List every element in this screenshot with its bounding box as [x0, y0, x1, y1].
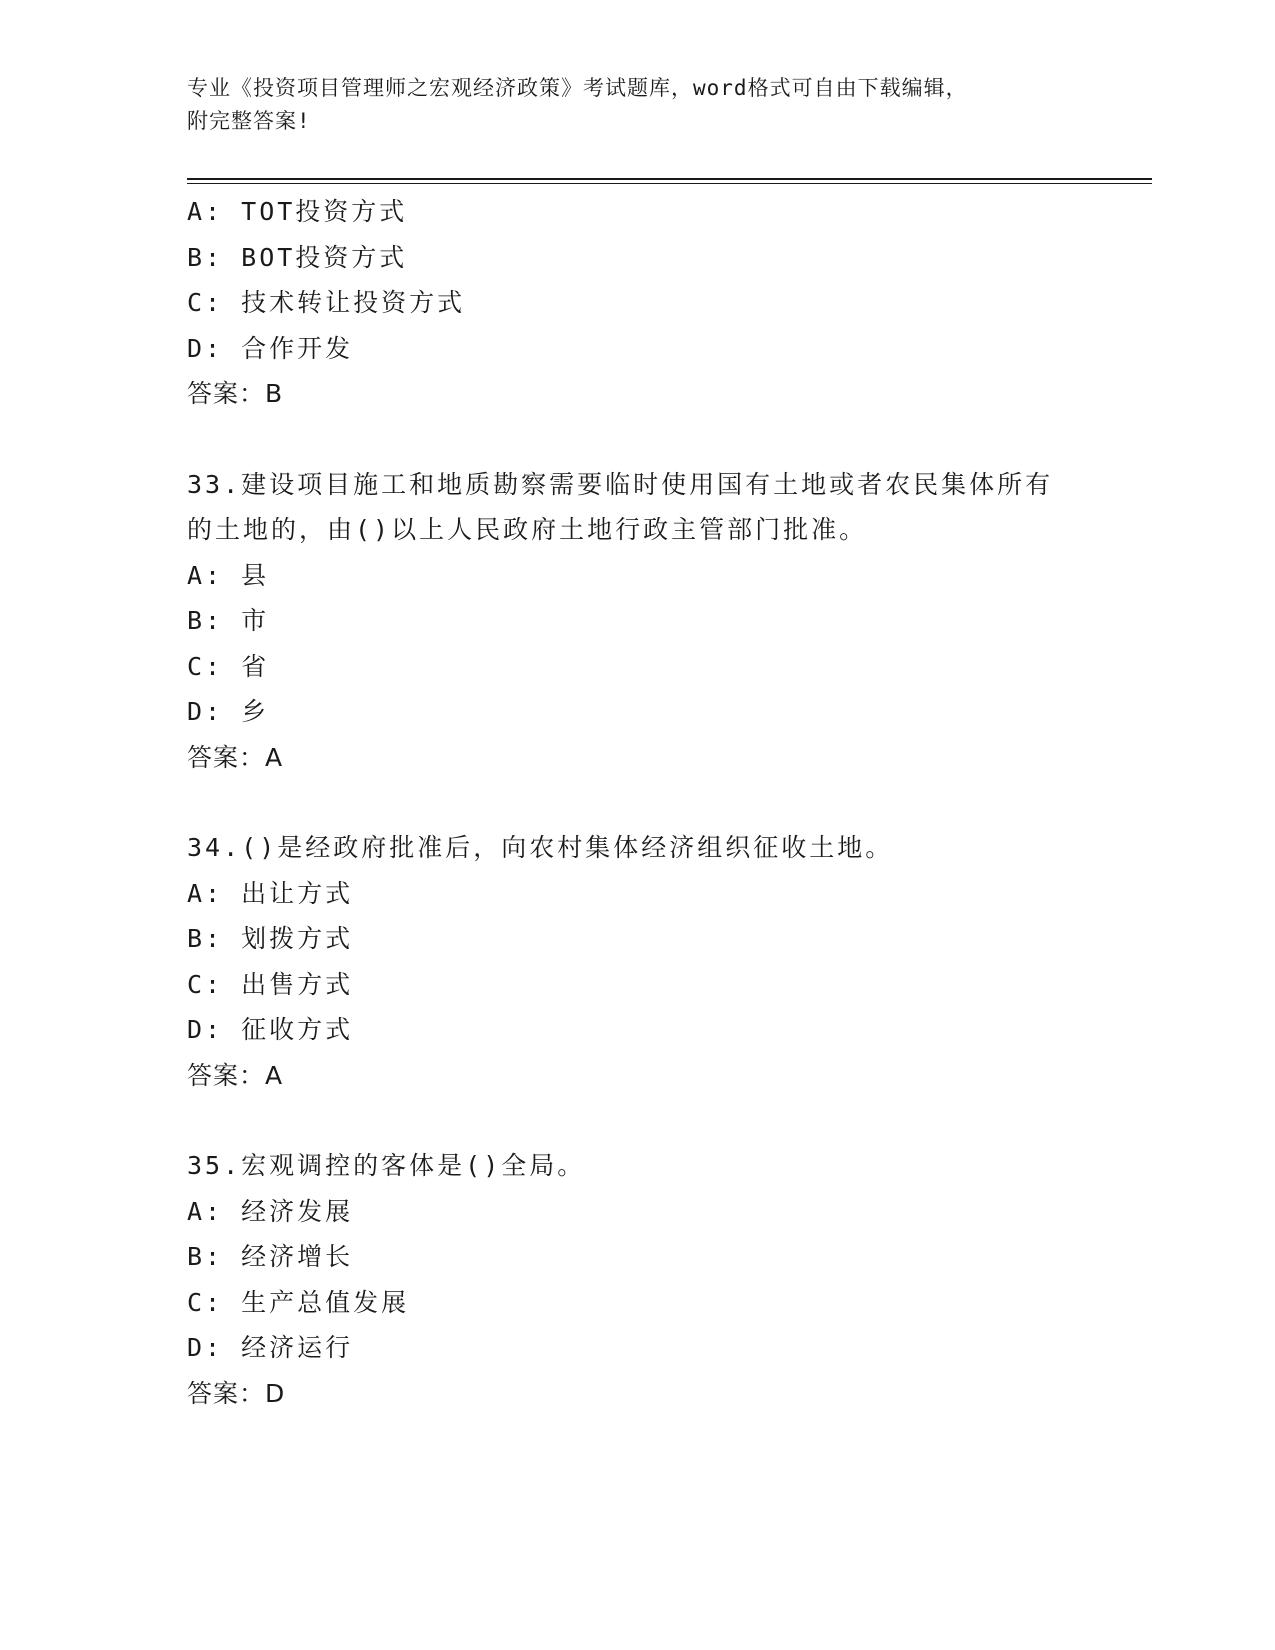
question-block-33 [187, 462, 1087, 781]
header-rule-thick [187, 178, 1152, 180]
option-a: A: 经济发展 [187, 1196, 354, 1226]
spacer [187, 780, 1087, 825]
option-a: A: 县 [187, 560, 270, 590]
question-text-line: 的土地的，由()以上人民政府土地行政主管部门批准。 [187, 515, 868, 544]
question-list [187, 189, 1087, 1416]
answer-line: 答案：A [187, 742, 284, 772]
answer-line: 答案：A [187, 1060, 284, 1090]
question-text-line: 34.()是经政府批准后，向农村集体经济组织征收土地。 [187, 833, 894, 862]
option-a: A: TOT投资方式 [187, 197, 408, 226]
question-block-32 [187, 189, 1087, 417]
question-text-line: 33.建设项目施工和地质勘察需要临时使用国有土地或者农民集体所有 [187, 469, 1054, 499]
option-b: B: 经济增长 [187, 1242, 354, 1271]
option-b: B: 市 [187, 606, 270, 635]
header-line-2: 附完整答案! [187, 109, 311, 133]
option-c: C: 省 [187, 651, 270, 681]
spacer [187, 1098, 1087, 1143]
option-d: D: 合作开发 [187, 333, 354, 363]
option-d: D: 征收方式 [187, 1015, 354, 1044]
spacer [187, 417, 1087, 462]
option-c: C: 生产总值发展 [187, 1287, 410, 1317]
question-text-line: 35.宏观调控的客体是()全局。 [187, 1151, 586, 1180]
option-c: C: 出售方式 [187, 969, 354, 999]
option-c: C: 技术转让投资方式 [187, 288, 466, 317]
header-line-1: 专业《投资项目管理师之宏观经济政策》考试题库，word格式可自由下载编辑， [187, 76, 968, 100]
option-a: A: 出让方式 [187, 878, 354, 908]
question-block-34 [187, 825, 1087, 1098]
answer-line: 答案：D [187, 1378, 286, 1408]
option-b: B: 划拨方式 [187, 924, 354, 953]
document-header [187, 72, 1087, 138]
header-rule-thin [187, 183, 1152, 184]
question-block-35 [187, 1143, 1087, 1416]
answer-line: 答案：B [187, 379, 284, 408]
option-d: D: 乡 [187, 697, 270, 726]
option-b: B: BOT投资方式 [187, 242, 408, 272]
option-d: D: 经济运行 [187, 1333, 354, 1362]
